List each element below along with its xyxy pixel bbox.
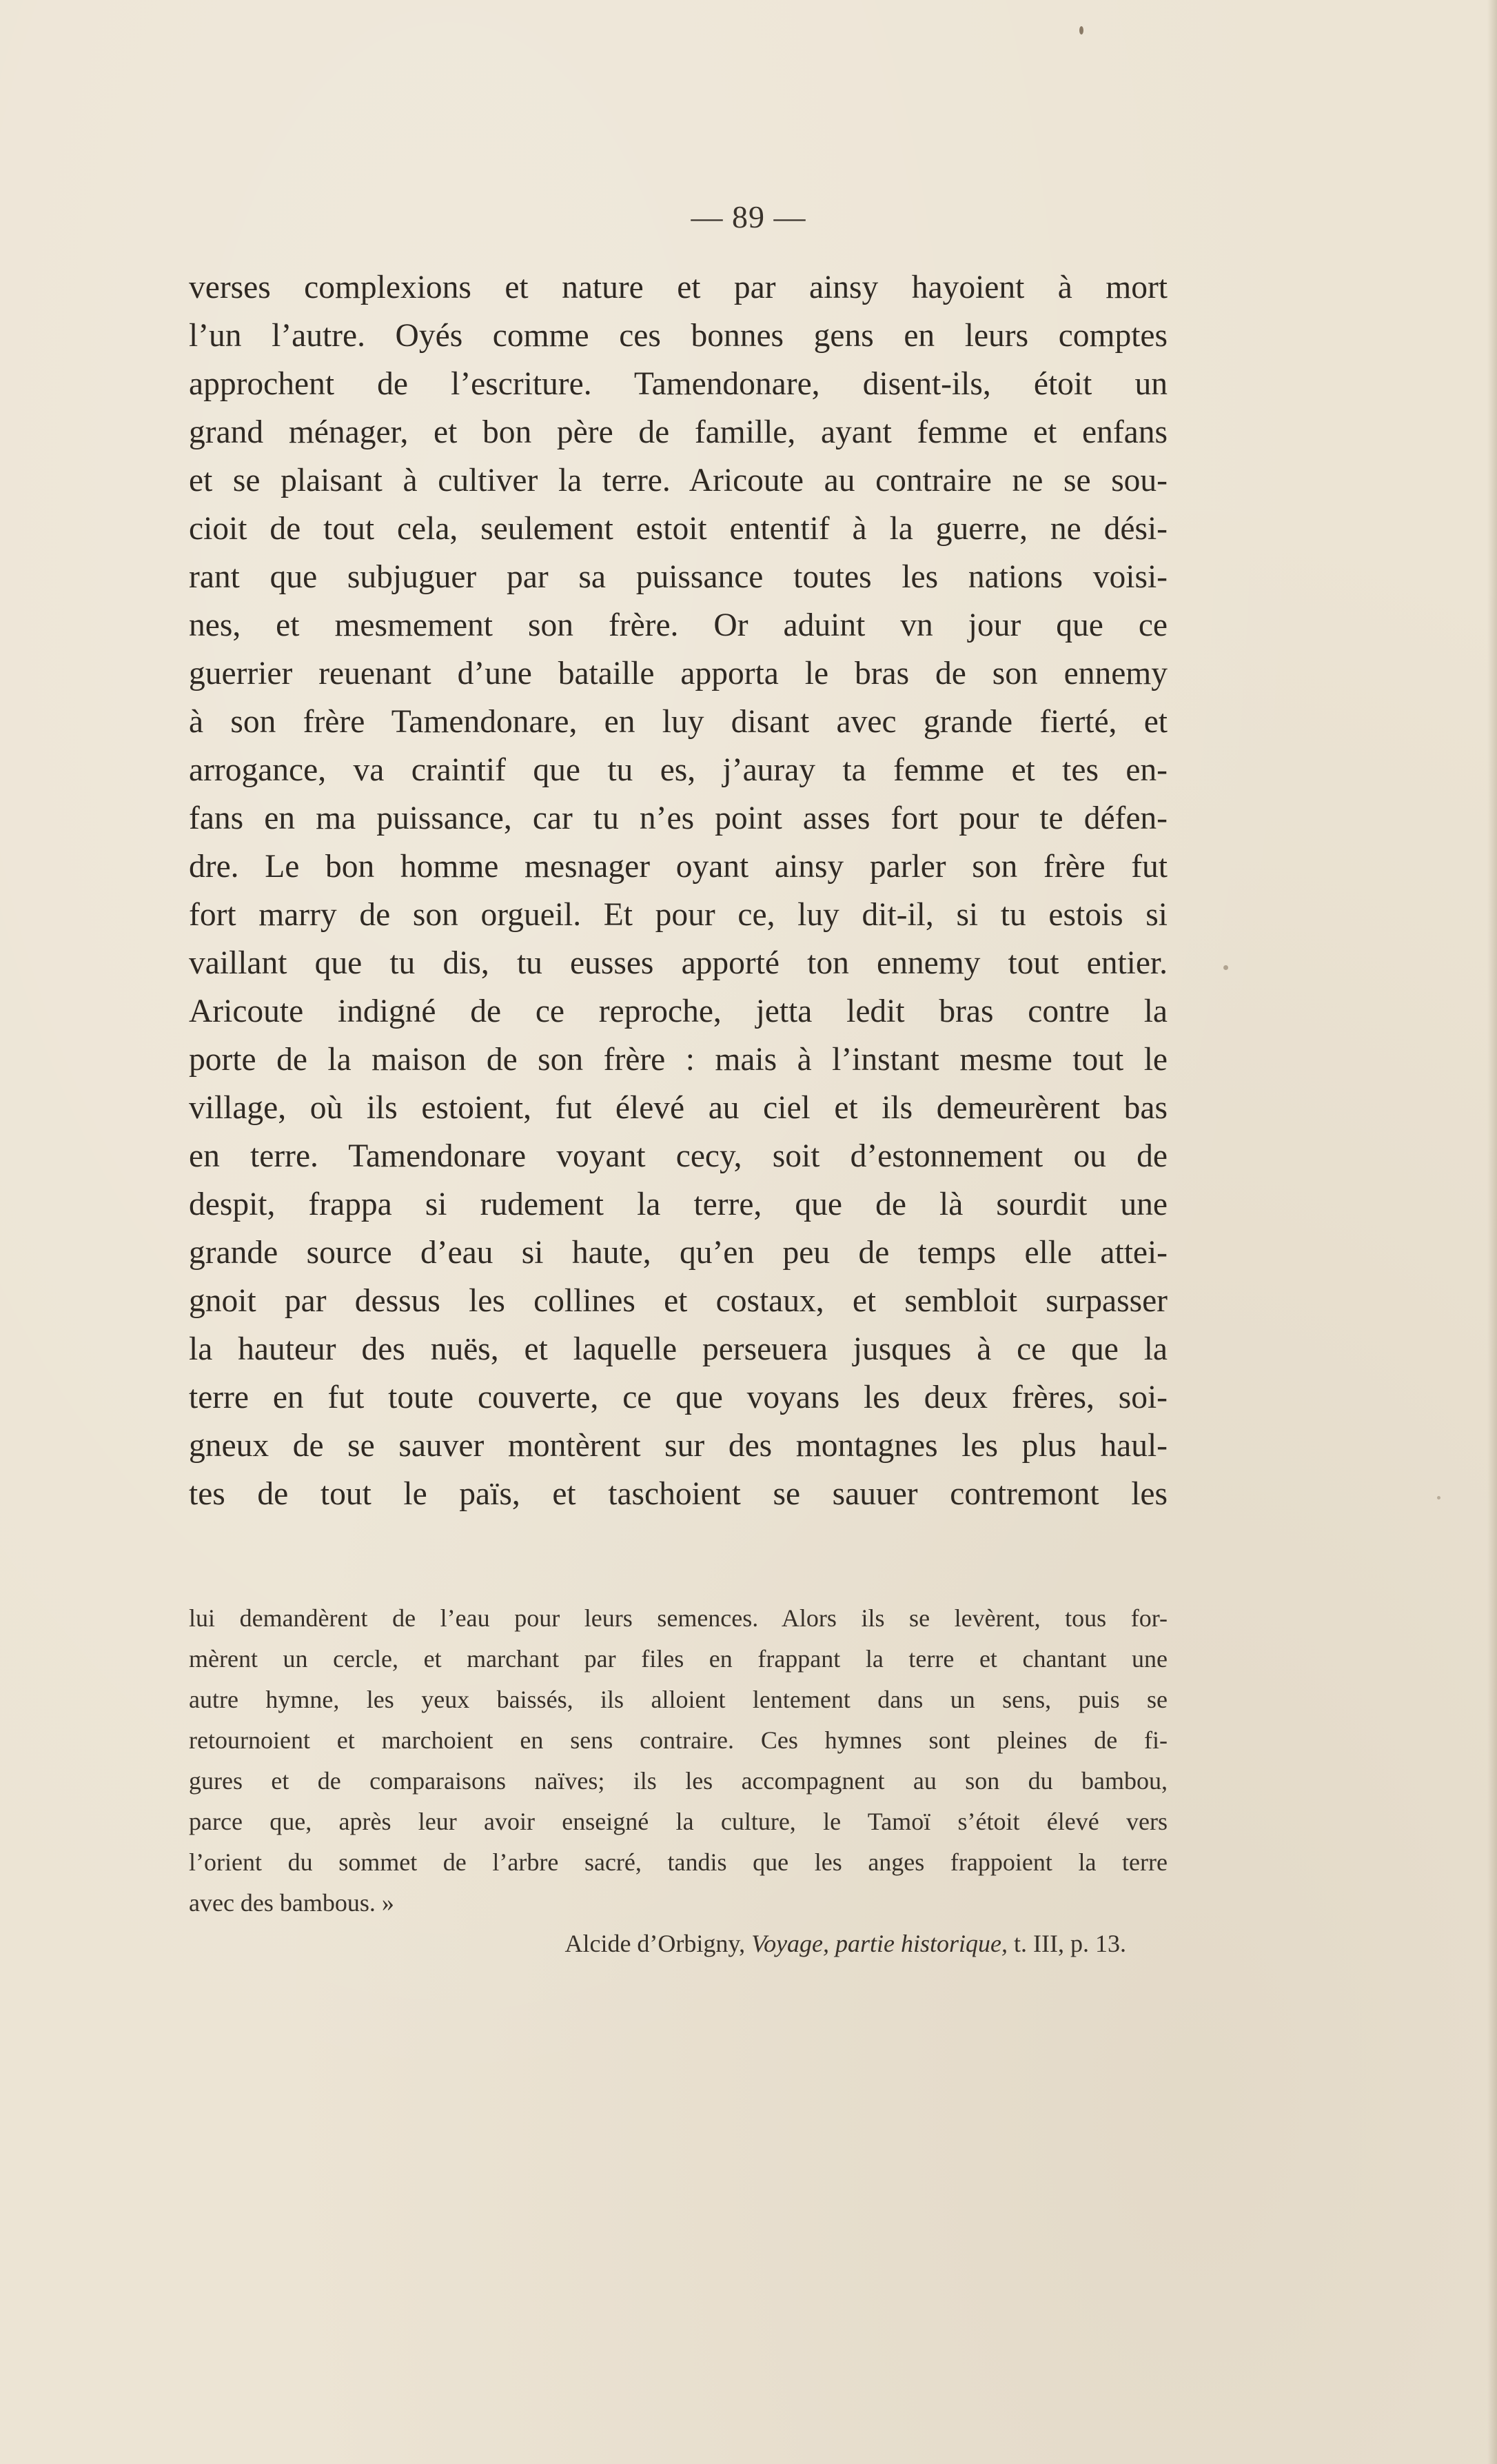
footnote-line: autre hymne, les yeux baissés, ils alloient lentement dans un sens, puis se [189,1686,1168,1713]
footnote-line: mèrent un cercle, et marchant par files en frappant la terre et chantant une [189,1645,1168,1673]
main-text-block [189,263,1168,1518]
footnote-line: lui demandèrent de l’eau pour leurs semences. Alors ils se levèrent, tous for- [189,1604,1168,1632]
text-line: approchent de l’escriture. Tamendonare, disent-ils, étoit un [189,366,1168,402]
citation-reference: t. III, p. 13. [1014,1930,1126,1957]
text-line: à son frère Tamendonare, en luy disant avec grande fierté, et [189,704,1168,740]
text-line: nes, et mesmement son frère. Or aduint vn jour que ce [189,607,1168,643]
footnote-citation [189,1923,1168,1964]
text-line: rant que subjuguer par sa puissance toutes les nations voisi- [189,559,1168,595]
citation-author: Alcide d’Orbigny, [564,1930,746,1957]
footnote-block [189,1598,1168,1964]
footnote-line: retournoient et marchoient en sens contraire. Ces hymnes sont pleines de fi- [189,1726,1168,1754]
text-line: arrogance, va craintif que tu es, j’auray ta femme et tes en- [189,752,1168,788]
text-line: grande source d’eau si haute, qu’en peu de temps elle attei- [189,1235,1168,1271]
footnote-line: avec des bambous. » [189,1889,394,1917]
text-line: terre en fut toute couverte, ce que voyans les deux frères, soi- [189,1380,1168,1415]
text-line: verses complexions et nature et par ainsy hayoient à mort [189,270,1168,305]
paper-speck [1437,1496,1440,1499]
text-line: fans en ma puissance, car tu n’es point asses fort pour te défen- [189,800,1168,836]
text-line: tes de tout le païs, et taschoient se sauuer contremont les [189,1476,1168,1512]
paper-speck [1079,26,1083,34]
footnote-line: gures et de comparaisons naïves; ils les accompagnent au son du bambou, [189,1767,1168,1795]
text-line: Aricoute indigné de ce reproche, jetta ledit bras contre la [189,993,1168,1029]
text-line: grand ménager, et bon père de famille, ayant femme et enfans [189,414,1168,450]
text-line: et se plaisant à cultiver la terre. Aricoute au contraire ne se sou- [189,463,1168,498]
page-edge-shadow [1487,0,1497,2464]
text-line: dre. Le bon homme mesnager oyant ainsy parler son frère fut [189,849,1168,885]
footnote-line: l’orient du sommet de l’arbre sacré, tandis que les anges frappoient la terre [189,1848,1168,1876]
text-line: en terre. Tamendonare voyant cecy, soit d’estonnement ou de [189,1138,1168,1174]
text-line: la hauteur des nuës, et laquelle perseuera jusques à ce que la [189,1331,1168,1367]
paper-speck [1223,965,1228,970]
text-line: l’un l’autre. Oyés comme ces bonnes gens en leurs comptes [189,318,1168,354]
text-line: fort marry de son orgueil. Et pour ce, luy dit-il, si tu estois si [189,897,1168,933]
page-number: — 89 — [691,199,806,234]
text-line: cioit de tout cela, seulement estoit ententif à la guerre, ne dési- [189,511,1168,547]
text-line: gneux de se sauver montèrent sur des montagnes les plus haul- [189,1428,1168,1464]
citation-work: Voyage, partie historique, [751,1930,1008,1957]
text-line: porte de la maison de son frère : mais à l’instant mesme tout le [189,1042,1168,1078]
text-line: guerrier reuenant d’une bataille apporta le bras de son ennemy [189,656,1168,691]
text-line: village, où ils estoient, fut élevé au ciel et ils demeurèrent bas [189,1090,1168,1126]
text-line: despit, frappa si rudement la terre, que de là sourdit une [189,1186,1168,1222]
text-line: vaillant que tu dis, tu eusses apporté ton ennemy tout entier. [189,945,1168,981]
footnote-line: parce que, après leur avoir enseigné la culture, le Tamoï s’étoit élevé vers [189,1808,1168,1835]
text-line: gnoit par dessus les collines et costaux, et sembloit surpasser [189,1283,1168,1319]
